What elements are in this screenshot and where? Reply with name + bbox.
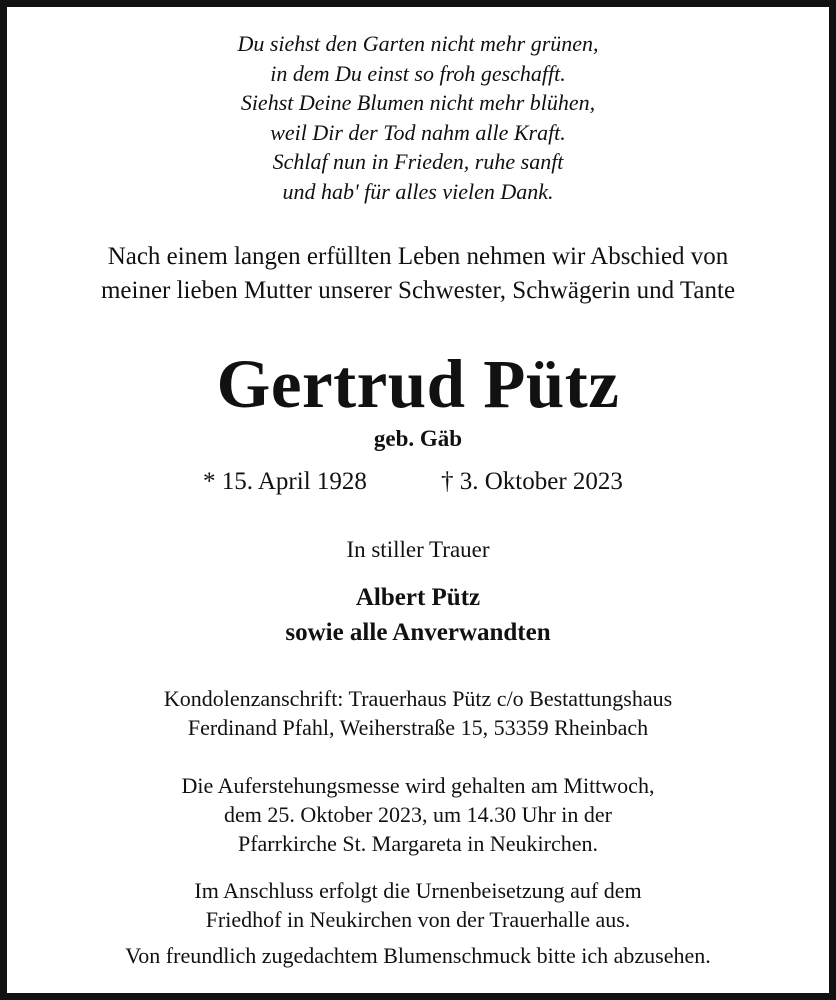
poem-line: Du siehst den Garten nicht mehr grünen,: [237, 31, 599, 56]
birth-date: * 15. April 1928: [203, 468, 367, 495]
poem-line: weil Dir der Tod nahm alle Kraft.: [270, 119, 566, 145]
burial-line: Im Anschluss erfolgt die Urnenbeisetzung auf dem: [194, 878, 642, 903]
intro-line: Nach einem langen erfüllten Leben nehmen wir Abschied von: [107, 243, 729, 270]
poem: [7, 29, 829, 206]
poem-line: in dem Du einst so froh geschafft.: [270, 60, 566, 86]
poem-line: Siehst Deine Blumen nicht mehr blühen,: [240, 90, 596, 115]
signer-line: Albert Pütz: [355, 584, 481, 611]
mourning-text: In stiller Trauer: [346, 537, 490, 562]
service-line: dem 25. Oktober 2023, um 14.30 Uhr in der: [224, 802, 612, 827]
burial-line: Friedhof in Neukirchen von der Trauerhalle aus.: [205, 907, 631, 932]
burial-info: [7, 876, 829, 934]
condolence-line: Kondolenzanschrift: Trauerhaus Pütz c/o Bestattungshaus: [163, 686, 673, 711]
birth-name: geb. Gäb: [373, 426, 463, 451]
condolence-address: [7, 684, 829, 742]
poem-line: und hab' für alles vielen Dank.: [282, 178, 554, 204]
signers: [7, 580, 829, 650]
poem-line: Schlaf nun in Frieden, ruhe sanft: [272, 149, 564, 174]
death-date: † 3. Oktober 2023: [441, 468, 623, 495]
service-info: [7, 771, 829, 858]
intro-text: [7, 240, 829, 308]
intro-line: meiner lieben Mutter unserer Schwester, Schwägerin und Tante: [100, 277, 736, 304]
flowers-note: Von freundlich zugedachtem Blumenschmuck bitte ich abzusehen.: [125, 943, 711, 968]
condolence-line: Ferdinand Pfahl, Weiherstraße 15, 53359 Rheinbach: [187, 715, 649, 740]
service-line: Pfarrkirche St. Margareta in Neukirchen.: [237, 831, 598, 856]
deceased-name: Gertrud Pütz: [216, 346, 620, 422]
signer-line: sowie alle Anverwandten: [285, 619, 551, 646]
service-line: Die Auferstehungsmesse wird gehalten am Mittwoch,: [181, 773, 655, 798]
